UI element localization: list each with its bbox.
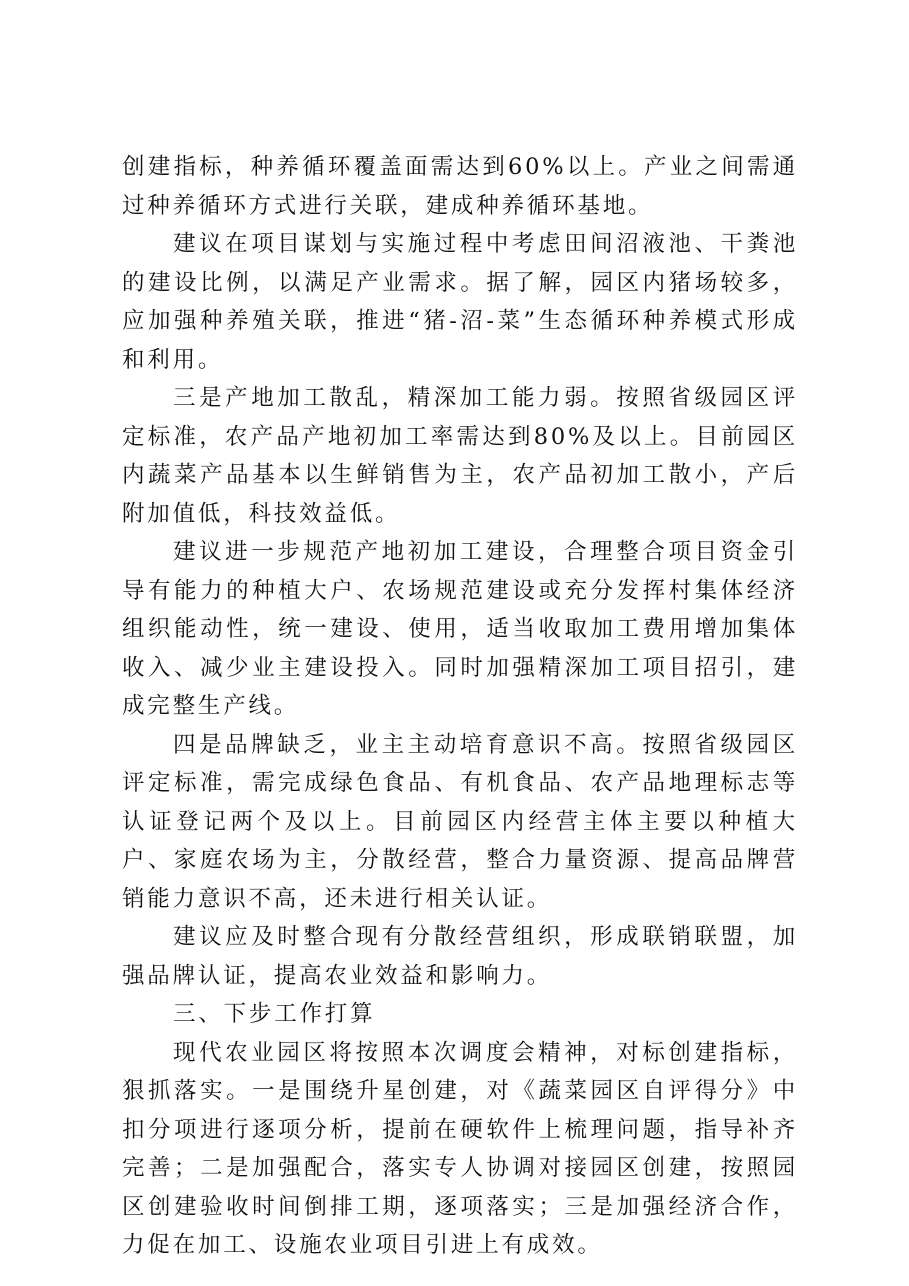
- paragraph-suggestion-biogas: 建议在项目谋划与实施过程中考虑田间沼液池、干粪池的建设比例，以满足产业需求。据了解，园区内猪场较多，应加强种养殖关联，推进“猪-沼-菜”生态循环种养模式形成和利用。: [122, 231, 798, 373]
- paragraph-processing-issue: 三是产地加工散乱，精深加工能力弱。按照省级园区评定标准，农产品产地初加工率需达到80%及以上。目前园区内蔬菜产品基本以生鲜销售为主，农产品初加工散小，产后附加值低，科技效益低。: [122, 385, 798, 527]
- document-body: [122, 148, 798, 1265]
- paragraph-continued-indicator-text: 创建指标，种养循环覆盖面需达到60%以上。产业之间需通过种养循环方式进行关联，建成种养循环基地。: [122, 154, 798, 219]
- paragraph-brand-issue: 四是品牌缺乏，业主主动培育意识不高。按照省级园区评定标准，需完成绿色食品、有机食品、农产品地理标志等认证登记两个及以上。目前园区内经营主体主要以种植大户、家庭农场为主，分散经营，整合力量资源、提高品牌营销能力意识不高，还未进行相关认证。: [122, 731, 798, 912]
- paragraph-suggestion-brand: 建议应及时整合现有分散经营组织，形成联销联盟，加强品牌认证，提高农业效益和影响力。: [122, 924, 798, 989]
- paragraph-next-steps: 现代农业园区将按照本次调度会精神，对标创建指标，狠抓落实。一是围绕升星创建，对《蔬菜园区自评得分》中扣分项进行逐项分析，提前在硬软件上梳理问题，指导补齐完善；二是加强配合，落实专人协调对接园区创建，按照园区创建验收时间倒排工期，逐项落实；三是加强经济合作，力促在加工、设施农业项目引进上有成效。: [122, 1039, 798, 1258]
- paragraph-suggestion-processing: 建议进一步规范产地初加工建设，合理整合项目资金引导有能力的种植大户、农场规范建设或充分发挥村集体经济组织能动性，统一建设、使用，适当收取加工费用增加集体收入、减少业主建设投入。同时加强精深加工项目招引，建成完整生产线。: [122, 539, 798, 719]
- section-heading-next-steps: 三、下步工作打算: [173, 1001, 376, 1027]
